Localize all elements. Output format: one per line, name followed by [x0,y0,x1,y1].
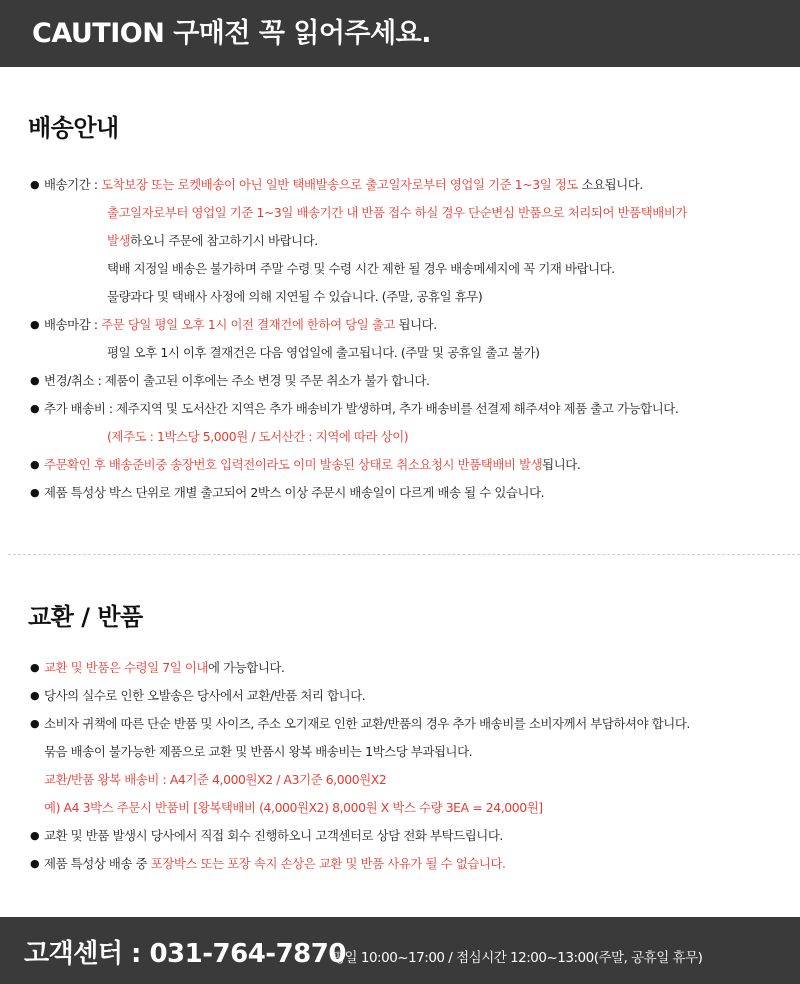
customer-center-hours: 평일 10:00~17:00 / 점심시간 12:00~13:00(주말, 공휴일 휴무) [332,950,703,966]
exchange-item-4: ● 교환 및 반품 발생시 당사에서 직접 회수 진행하오니 고객센터로 상담 전화 부탁드립니다. [44,828,503,844]
extra-fee-line: ● 추가 배송비 : 제주지역 및 도서산간 지역은 추가 배송비가 발생하며, 추가 배송비를 선결제 해주셔야 제품 출고 가능합니다. [44,401,678,417]
shipping-cutoff-line: ● 배송마감 : 주문 당일 평일 오후 1시 이전 결재건에 한하여 당일 출고 됩니다. [44,317,437,333]
change-cancel-line: ● 변경/취소 : 제품이 출고된 이후에는 주소 변경 및 주문 취소가 불가 합니다. [44,373,430,389]
exchange-item-3: ● 소비자 귀책에 따른 단순 반품 및 사이즈, 주소 오기재로 인한 교환/반품의 경우 추가 배송비를 소비자께서 부담하셔야 합니다. [44,716,690,732]
shipping-period-line5: 물량과다 및 택배사 사정에 의해 지연될 수 있습니다. (주말, 공휴일 휴무) [107,289,483,304]
extra-fee-detail-line: (제주도 : 1박스당 5,000원 / 도서산간 : 지역에 따라 상이) [107,429,409,444]
shipping-period-line3: 발생하오니 주문에 참고하기시 바랍니다. [107,233,318,248]
exchange-item-1: ● 교환 및 반품은 수령일 7일 이내에 가능합니다. [44,660,285,676]
customer-center-banner [0,917,800,984]
exchange-item-3-line3: 교환/반품 왕복 배송비 : A4기준 4,000원X2 / A3기준 6,000원X2 [44,772,387,787]
caution-banner [0,0,800,67]
order-confirm-line: ● 주문확인 후 배송준비중 송장번호 입력전이라도 이미 발송된 상태로 취소요청시 반품택배비 발생됩니다. [44,457,580,473]
exchange-section-title: 교환 / 반품 [28,603,143,631]
shipping-period-line: ● 배송기간 : 도착보장 또는 로켓배송이 아닌 일반 택배발송으로 출고일자로부터 영업일 기준 1~3일 정도 소요됩니다. [44,177,643,193]
shipping-section-title: 배송안내 [28,114,119,142]
customer-center-phone: 고객센터 : 031-764-7870 [24,939,346,969]
shipping-period-line4: 택배 지정일 배송은 불가하며 주말 수령 및 수령 시간 제한 될 경우 배송메세지에 꼭 기재 바랍니다. [107,261,615,276]
exchange-item-2: ● 당사의 실수로 인한 오발송은 당사에서 교환/반품 처리 합니다. [44,688,365,704]
section-divider [8,554,800,555]
exchange-item-3-line4: 예) A4 3박스 주문시 반품비 [왕복택배비 (4,000원X2) 8,000원 X 박스 수량 3EA = 24,000원] [44,800,543,815]
shipping-period-line2: 출고일자로부터 영업일 기준 1~3일 배송기간 내 반품 접수 하실 경우 단순변심 반품으로 처리되어 반품택배비가 [107,205,688,220]
exchange-item-3-line2: 묶음 배송이 불가능한 제품으로 교환 및 반품시 왕복 배송비는 1박스당 부과됩니다. [44,744,473,759]
exchange-item-5: ● 제품 특성상 배송 중 포장박스 또는 포장 속지 손상은 교환 및 반품 사유가 될 수 없습니다. [44,856,506,872]
box-note-line: ● 제품 특성상 박스 단위로 개별 출고되어 2박스 이상 주문시 배송일이 다르게 배송 될 수 있습니다. [44,485,544,501]
shipping-cutoff-line2: 평일 오후 1시 이후 결재건은 다음 영업일에 출고됩니다. (주말 및 공휴일 출고 불가) [107,345,540,360]
caution-title: CAUTION 구매전 꼭 읽어주세요. [32,18,432,49]
